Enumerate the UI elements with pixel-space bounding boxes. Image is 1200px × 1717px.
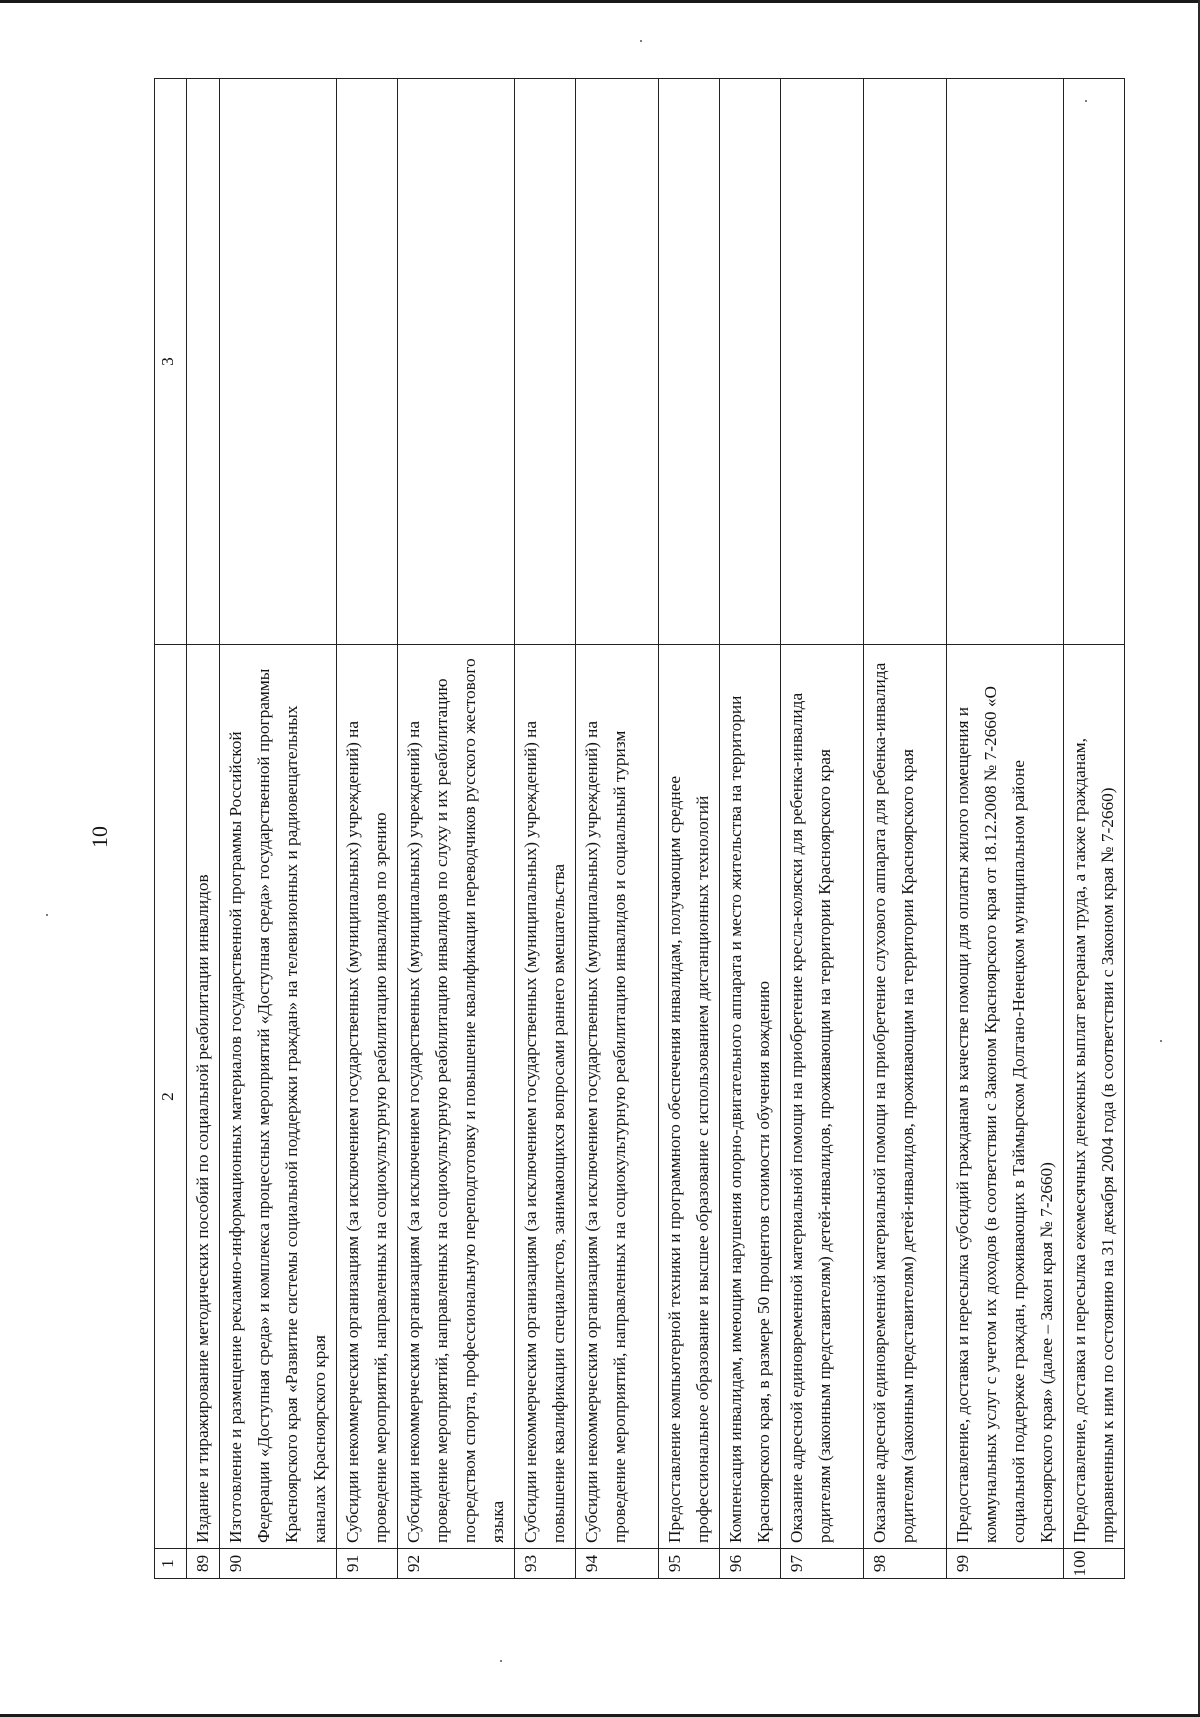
table-row — [337, 79, 398, 1579]
header-col-2: 2 — [155, 645, 187, 1549]
table-row — [515, 79, 576, 1579]
row-col-3 — [864, 79, 947, 645]
row-text: Предоставление, доставка и пересылка субсидий гражданам в качестве помощи для оплаты жилого помещения и коммунальных услуг с учетом их доходов (в соответствии с Законом Красноярского края от 18.12.2008 № 7-2660 «О социальной поддержке граждан, проживающих в Таймырском Долгано-Ненецком муниципальном районе Красноярского края» (далее – Закон края № 7-2660) — [947, 645, 1064, 1549]
header-col-1: 1 — [155, 1549, 187, 1579]
row-text: Оказание адресной единовременной материальной помощи на приобретение слухового аппарата для ребенка-инвалида родителям (законным представителям) детей-инвалидов, проживающим на территории Красноярского края — [864, 645, 947, 1549]
row-text: Оказание адресной единовременной материальной помощи на приобретение кресла-коляски для ребенка-инвалида родителям (законным представителям) детей-инвалидов, проживающим на территории Красноярского края — [781, 645, 864, 1549]
row-text: Компенсация инвалидам, имеющим нарушения опорно-двигательного аппарата и место жительства на территории Красноярского края, в размере 50 процентов стоимости обучения вождению — [720, 645, 781, 1549]
table-row — [576, 79, 659, 1579]
row-number: 93 — [515, 1549, 576, 1579]
scan-speck — [1160, 1040, 1162, 1042]
row-text: Субсидии некоммерческим организациям (за исключением государственных (муниципальных) учреждений) на проведение мероприятий, направленных на социокультурную реабилитацию инвалидов по зрению — [337, 645, 398, 1549]
rotated-table-container — [154, 79, 1117, 1579]
row-text: Субсидии некоммерческим организациям (за исключением государственных (муниципальных) учреждений) на проведение мероприятий, направленных на социокультурную реабилитацию инвалидов и социальный туризм — [576, 645, 659, 1549]
measures-table — [154, 78, 1125, 1579]
row-col-3 — [947, 79, 1064, 645]
row-col-3 — [187, 79, 220, 645]
row-col-3 — [515, 79, 576, 645]
table-row — [1064, 79, 1125, 1579]
table-row — [947, 79, 1064, 1579]
row-col-3 — [337, 79, 398, 645]
header-col-3: 3 — [155, 79, 187, 645]
scan-speck — [46, 914, 48, 916]
scan-speck — [640, 40, 642, 42]
table-row — [864, 79, 947, 1579]
table-row — [398, 79, 515, 1579]
row-text: Издание и тиражирование методических пособий по социальной реабилитации инвалидов — [187, 645, 220, 1549]
row-text: Предоставление, доставка и пересылка ежемесячных денежных выплат ветеранам труда, а также гражданам, приравненным к ним по состоянию на 31 декабря 2004 года (в соответствии с Законом края № 7-2660) — [1064, 645, 1125, 1549]
scan-edge-top — [0, 0, 1200, 3]
row-number: 90 — [220, 1549, 337, 1579]
row-number: 92 — [398, 1549, 515, 1579]
row-col-3 — [398, 79, 515, 645]
row-col-3 — [659, 79, 720, 645]
table-row — [220, 79, 337, 1579]
row-number: 96 — [720, 1549, 781, 1579]
row-number: 94 — [576, 1549, 659, 1579]
row-col-3 — [220, 79, 337, 645]
row-col-3 — [720, 79, 781, 645]
table-row — [187, 79, 220, 1579]
row-number: 98 — [864, 1549, 947, 1579]
row-number: 100 — [1064, 1549, 1125, 1579]
page-number: 10 — [87, 826, 112, 848]
row-col-3 — [1064, 79, 1125, 645]
row-number: 91 — [337, 1549, 398, 1579]
row-text: Изготовление и размещение рекламно-информационных материалов государственной программы Российской Федерации «Доступная среда» и комплекса процессных мероприятий «Доступная среда» государственной программы Красноярского края «Развитие системы социальной поддержки граждан» на телевизионных и радиовещательных каналах Красноярского края — [220, 645, 337, 1549]
table-row — [659, 79, 720, 1579]
row-number: 97 — [781, 1549, 864, 1579]
row-text: Предоставление компьютерной техники и программного обеспечения инвалидам, получающим среднее профессиональное образование и высшее образование с использованием дистанционных технологий — [659, 645, 720, 1549]
row-number: 89 — [187, 1549, 220, 1579]
row-number: 95 — [659, 1549, 720, 1579]
row-text: Субсидии некоммерческим организациям (за исключением государственных (муниципальных) учреждений) на повышение квалификации специалистов, занимающихся вопросами раннего вмешательства — [515, 645, 576, 1549]
table-row — [720, 79, 781, 1579]
row-col-3 — [576, 79, 659, 645]
header-row — [155, 79, 187, 1579]
scan-speck — [1085, 100, 1087, 102]
table-row — [781, 79, 864, 1579]
row-number: 99 — [947, 1549, 1064, 1579]
scan-speck — [500, 1660, 502, 1662]
row-col-3 — [781, 79, 864, 645]
row-text: Субсидии некоммерческим организациям (за исключением государственных (муниципальных) учреждений) на проведение мероприятий, направленных на социокультурную реабилитацию инвалидов по слуху и их реабилитацию посредством спорта, профессиональную переподготовку и повышение квалификации переводчиков русского жестового языка — [398, 645, 515, 1549]
